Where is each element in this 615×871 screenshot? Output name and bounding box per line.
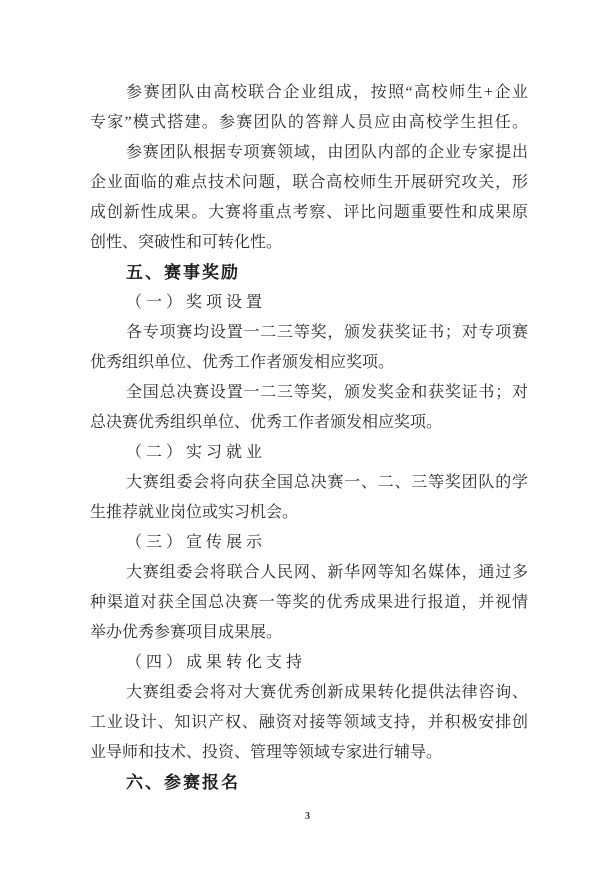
- text-line: 全国总决赛设置一二三等奖，颁发奖金和获奖证书；对: [126, 384, 528, 401]
- page-number: 3: [305, 811, 310, 822]
- sub-heading: （二）实习就业: [126, 444, 267, 461]
- text-line: 大赛组委会将对大赛优秀创新成果转化提供法律咨询、: [126, 684, 528, 701]
- text-line: 生推荐就业岗位或实习机会。: [90, 504, 299, 521]
- text-line: 工业设计、知识产权、融资对接等领域支持，并积极安排创: [90, 714, 528, 731]
- text-line: 业导师和技术、投资、管理等领域专家进行辅导。: [90, 744, 443, 761]
- text-line: 成创新性成果。大赛将重点考察、评比问题重要性和成果原: [90, 204, 528, 221]
- sub-heading: （四）成果转化支持: [126, 654, 307, 671]
- text-line: 参赛团队由高校联合企业组成，按照“高校师生+企业: [126, 84, 528, 101]
- document-body: [90, 78, 528, 798]
- text-line: 总决赛优秀组织单位、优秀工作者颁发相应奖项。: [90, 414, 443, 431]
- section-heading: 五、赛事奖励: [126, 263, 240, 282]
- text-line: 创性、突破性和可转化性。: [90, 234, 283, 251]
- text-line: 种渠道对获全国总决赛一等奖的优秀成果进行报道，并视情: [90, 594, 528, 611]
- text-line: 优秀组织单位、优秀工作者颁发相应奖项。: [90, 354, 395, 371]
- text-line: 专家”模式搭建。参赛团队的答辩人员应由高校学生担任。: [90, 114, 528, 131]
- text-line: 参赛团队根据专项赛领域，由团队内部的企业专家提出: [126, 144, 528, 161]
- text-line: 举办优秀参赛项目成果展。: [90, 624, 283, 641]
- text-line: 大赛组委会将向获全国总决赛一、二、三等奖团队的学: [126, 474, 528, 491]
- sub-heading: （一）奖项设置: [126, 294, 267, 311]
- text-line: 企业面临的难点技术问题，联合高校师生开展研究攻关，形: [90, 174, 528, 191]
- section-heading: 六、参赛报名: [126, 773, 240, 792]
- text-line: 各专项赛均设置一二三等奖，颁发获奖证书；对专项赛: [126, 324, 528, 341]
- text-line: 大赛组委会将联合人民网、新华网等知名媒体，通过多: [126, 564, 528, 581]
- sub-heading: （三）宣传展示: [126, 534, 267, 551]
